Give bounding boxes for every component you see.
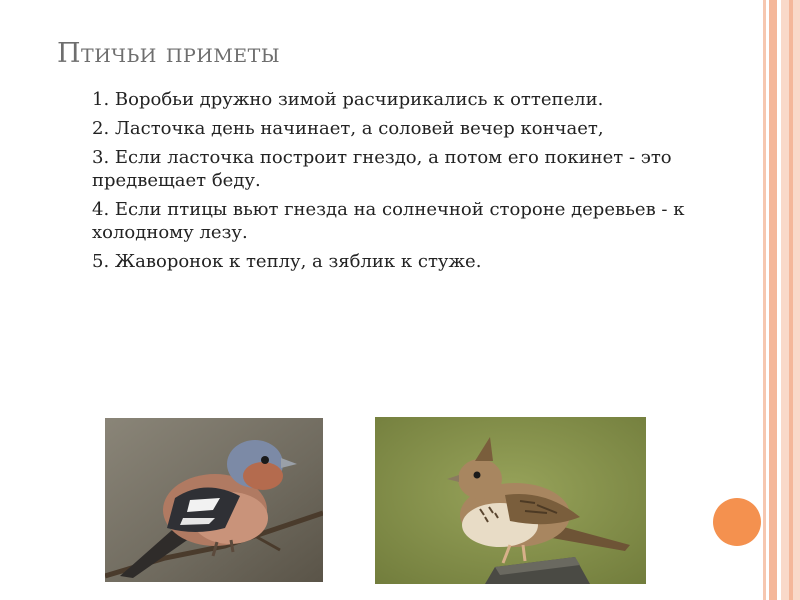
list-item (64, 88, 704, 111)
list-item-text: 4. Если птицы вьют гнезда на солнечной стороне деревьев - к холодному лезу. (92, 199, 685, 243)
list-item (64, 250, 704, 273)
list-item-text: 3. Если ласточка построит гнездо, а потом его покинет - это предвещает беду. (92, 147, 672, 191)
list-item-text: 1. Воробьи дружно зимой расчирикались к оттепели. (92, 89, 604, 110)
list-item (64, 117, 704, 140)
chaffinch-photo (105, 418, 323, 582)
slide-title: Птичьи приметы (57, 38, 281, 69)
border-stripe (763, 0, 766, 600)
bullet-list (64, 88, 704, 279)
border-stripe (789, 0, 793, 600)
border-stripe (769, 0, 777, 600)
list-item (64, 146, 704, 192)
list-item-text: 5. Жаворонок к теплу, а зяблик к стуже. (92, 251, 482, 272)
list-item (64, 198, 704, 244)
skylark-photo (375, 417, 646, 584)
accent-circle (713, 498, 761, 546)
list-item-text: 2. Ласточка день начинает, а соловей вечер кончает, (92, 118, 604, 139)
